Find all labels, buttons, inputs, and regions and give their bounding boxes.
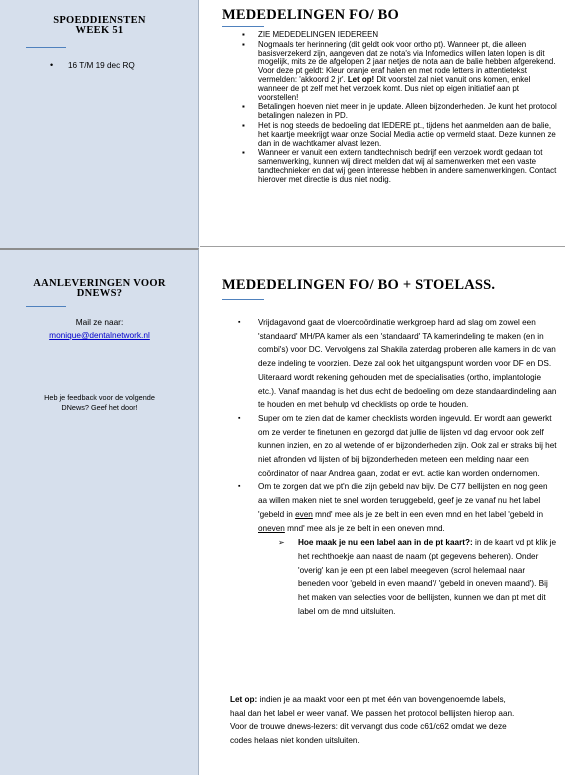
bullet-icon: ▪ bbox=[242, 102, 245, 112]
spoeddienst-item bbox=[50, 61, 135, 70]
section1-list bbox=[242, 31, 560, 186]
let-op-bold: Let op! bbox=[347, 74, 375, 84]
list-item-text: Nogmaals ter herinnering (dit geldt ook voor ortho pt). Wanneer pt, die alleen basisverzekerd zijn, aangeven dat ze nota's via Infomedics willen laten lopen is dit mogelijk, mits ze de afgelopen 2 jaar netjes de nota aan de balie hebben afgerekend. Voor deze pt geldt: Kleur oranje eraf halen en met rode letters in attentietekst vermelden: 'akkoord 2 jr'. bbox=[258, 39, 556, 84]
sub-item-bold: Hoe maak je nu een label aan in de pt kaart?: bbox=[298, 538, 473, 548]
title-rule bbox=[26, 306, 66, 307]
list-item bbox=[242, 31, 560, 40]
bullet-icon: ▪ bbox=[238, 414, 241, 422]
main-content bbox=[200, 0, 565, 775]
section1-title: MEDEDELINGEN FO/ BO bbox=[222, 7, 400, 23]
bullet-icon: ▪ bbox=[242, 148, 245, 158]
section1-title-rule bbox=[222, 26, 264, 27]
bullet-icon: ▪ bbox=[242, 30, 245, 39]
list-item-text: Het is nog steeds de bedoeling dat IEDERE pt., tijdens het aanmelden aan de balie, het kaartje meekrijgt waar onze Social Media actie op vermeld staat. Deze kunnen ze dan in de wachtkamer alvast lezen. bbox=[258, 120, 556, 148]
list-item bbox=[238, 480, 558, 618]
spoeddiensten-title-line2: WEEK 51 bbox=[75, 25, 124, 36]
list-item-text: mnd' mee als je ze belt in een oneven mnd. bbox=[284, 523, 445, 533]
section2-title-rule bbox=[222, 299, 264, 300]
underlined-oneven: oneven bbox=[258, 523, 285, 533]
sidebar-box-aanleveringen bbox=[0, 248, 199, 775]
aanleveringen-title-line1: AANLEVERINGEN VOOR bbox=[33, 278, 166, 289]
section2-title: MEDEDELINGEN FO/ BO + STOELASS. bbox=[222, 277, 496, 293]
section2-list bbox=[238, 316, 558, 618]
spoeddiensten-title-line1: SPOEDDIENSTEN bbox=[53, 15, 146, 26]
list-item bbox=[238, 316, 558, 412]
list-item-text: Wanneer er vanuit een extern tandtechnisch bedrijf een verzoek wordt gedaan tot samenwerking, kunnen wij direct melden dat wij al samenwerken met een vaste tandtechnieker en dat wij geen interesse hebben in andere samenwerkingen. Contact hierover met directie is dus niet nodig. bbox=[258, 148, 557, 184]
section-mededelingen-fo-bo bbox=[200, 0, 565, 247]
section-mededelingen-fo-bo-stoelass bbox=[200, 248, 565, 775]
bullet-icon: ▪ bbox=[242, 39, 245, 49]
list-item-text: Vrijdagavond gaat de vloercoördinatie werkgroep hard ad slag om zowel een 'standaard' MH/PA kamer als een 'standaard' TA kamerindeling te maken (en in combi's) voor DC. Vervolgens zal Shakila zaterdag proberen alle kamers in dc van deze indeling te voorzien. Deze zal ook het uitgangspunt worden voor DF en DS. Uiteraard wordt rekening gehouden met de specialisaties (ortho, implantologie etc.). Vanaf maandag is het dus echt de bedoeling om deze standaardindeling aan te houden en met behulp vd checklists op orde te houden. bbox=[258, 318, 557, 410]
list-item-text-tail: Dit voorstel zal niet vanuit ons komen, enkel wanneer de pt zelf met het verzoek komt. Dus niet op eigen initiatief aan pt voorstellen! bbox=[258, 74, 531, 102]
bullet-icon: ▪ bbox=[242, 120, 245, 130]
aanleveringen-title bbox=[0, 279, 199, 299]
bullet-icon: ▪ bbox=[238, 319, 241, 326]
spoeddienst-item-text: 16 T/M 19 dec RQ bbox=[68, 61, 135, 70]
list-item-text: Om te zorgen dat we pt'n die zijn gebeld nav bijv. De C77 bellijsten en nog geen aa willen maken niet te snel worden teruggebeld, geef je ze vanaf nu het label 'gebeld in bbox=[258, 482, 548, 519]
mail-label: Mail ze naar: bbox=[75, 317, 124, 327]
list-item-text: mnd' mee als je ze belt in een even mnd en het label 'gebeld in bbox=[312, 509, 544, 519]
arrow-bullet-icon: ➢ bbox=[278, 538, 285, 548]
list-item-text: Betalingen hoeven niet meer in je update. Alleen bijzonderheden. Je kunt het protocol betalingen nalezen in PD. bbox=[258, 102, 557, 121]
feedback-text bbox=[0, 393, 199, 413]
sidebar bbox=[0, 0, 199, 775]
feedback-line2: DNews? Geef het door! bbox=[61, 403, 138, 412]
sub-item bbox=[278, 536, 558, 618]
feedback-line1: Heb je feedback voor de volgende bbox=[44, 393, 155, 402]
note-text: indien je aa maakt voor een pt met één van bovengenoemde labels, haal dan het label er weer vanaf. We passen het protocol bellijsten hierop aan. Voor de trouwe dnews-lezers: dit vervangt dus code c61/c62 omdat we deze codes helaas niet konden uitsluiten. bbox=[230, 695, 515, 746]
underlined-even: even bbox=[295, 509, 313, 519]
list-item bbox=[238, 412, 558, 481]
aanleveringen-title-line2: DNEWS? bbox=[76, 288, 123, 299]
spoeddiensten-title bbox=[0, 16, 199, 36]
title-rule bbox=[26, 47, 66, 48]
bullet-icon: ▪ bbox=[238, 483, 241, 491]
email-link[interactable]: monique@dentalnetwork.nl bbox=[49, 330, 150, 340]
let-op-note bbox=[230, 693, 520, 748]
list-item-text: ZIE MEDEDELINGEN IEDEREEN bbox=[258, 30, 379, 39]
list-item bbox=[242, 41, 560, 103]
list-item bbox=[242, 122, 560, 148]
list-item-text: Super om te zien dat de kamer checklists worden ingevuld. Er wordt aan gewerkt om ze verder te finetunen en gezorgd dat jullie de lijsten vd dag ervoor ook zelf kunnen inzien, en zo al wetende of er bijzonderheden zijn. Ook zal er straks bij het niet afronden vd lijsten of bij bijzonderheden meteen een melding naar een coördinator of naar Andrea gaan, zodat er evt. actie kan worden ondernomen. bbox=[258, 413, 557, 478]
list-item bbox=[242, 149, 560, 184]
bullet-icon: • bbox=[50, 60, 54, 70]
list-item bbox=[242, 103, 560, 121]
note-bold: Let op: bbox=[230, 695, 258, 704]
sub-item-text: in de kaart vd pt klik je het rechthoekje aan naast de naam (pt gegevens beheren). Onder 'overig' kan je een pt een label meegeven (scrol helemaal naar beneden voor 'gebeld in even maand'/ 'gebeld in oneven maand'). Bij het maken van selecties voor de bellijsten, kunnen we dan pt met dit label om de mnd uitsluiten. bbox=[298, 538, 557, 616]
sidebar-box-spoeddiensten bbox=[0, 0, 199, 247]
